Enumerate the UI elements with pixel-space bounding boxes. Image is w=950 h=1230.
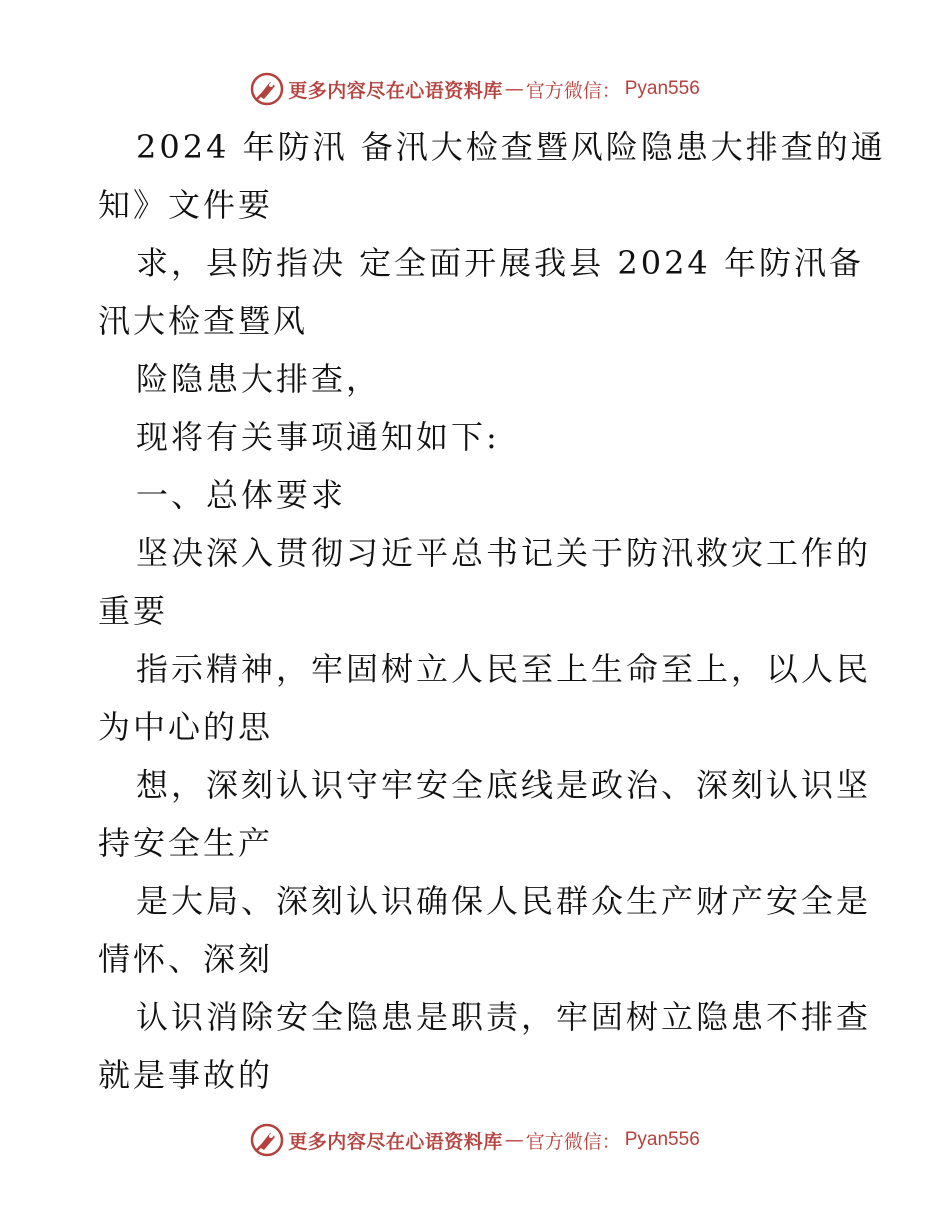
header-banner bbox=[0, 67, 950, 111]
banner-wechat-label: 官方微信： bbox=[525, 1130, 621, 1153]
text-line: 为中心的思 bbox=[98, 708, 274, 746]
text-line: 持安全生产 bbox=[98, 824, 274, 862]
banner-site-name: 更多内容尽在心语资料库 bbox=[288, 1130, 503, 1153]
text-line: 情怀、深刻 bbox=[98, 940, 274, 978]
section-heading: 一、总体要求 bbox=[136, 476, 347, 514]
text-line: 重要 bbox=[98, 592, 169, 630]
text-line: 2024 年防汛 备汛大检查暨风险隐患大排查的通 bbox=[136, 128, 886, 166]
text-line: 现将有关事项通知如下: bbox=[136, 418, 500, 456]
document-body bbox=[98, 118, 886, 1104]
text-line: 想，深刻认识守牢安全底线是政治、深刻认识坚 bbox=[136, 766, 872, 804]
banner-wechat-label: 官方微信： bbox=[525, 79, 621, 102]
banner-wechat-id: Pyan556 bbox=[624, 1129, 700, 1150]
text-line: 就是事故的 bbox=[98, 1056, 274, 1094]
pen-nib-logo-icon bbox=[250, 72, 284, 106]
footer-banner bbox=[0, 1118, 950, 1162]
text-line: 是大局、深刻认识确保人民群众生产财产安全是 bbox=[136, 882, 872, 920]
text-line: 指示精神，牢固树立人民至上生命至上，以人民 bbox=[136, 650, 872, 688]
text-line: 认识消除安全隐患是职责，牢固树立隐患不排查 bbox=[136, 998, 872, 1036]
text-line: 汛大检查暨风 bbox=[98, 302, 309, 340]
text-line: 险隐患大排查， bbox=[136, 360, 382, 398]
pen-nib-logo-icon bbox=[250, 1123, 284, 1157]
text-line: 知》文件要 bbox=[98, 186, 274, 224]
text-line: 求，县防指决 定全面开展我县 2024 年防汛备 bbox=[136, 244, 864, 282]
banner-site-name: 更多内容尽在心语资料库 bbox=[288, 79, 503, 102]
banner-dash: — bbox=[504, 1129, 524, 1151]
banner-dash: — bbox=[504, 78, 524, 100]
banner-wechat-id: Pyan556 bbox=[624, 78, 700, 99]
text-line: 坚决深入贯彻习近平总书记关于防汛救灾工作的 bbox=[136, 534, 872, 572]
